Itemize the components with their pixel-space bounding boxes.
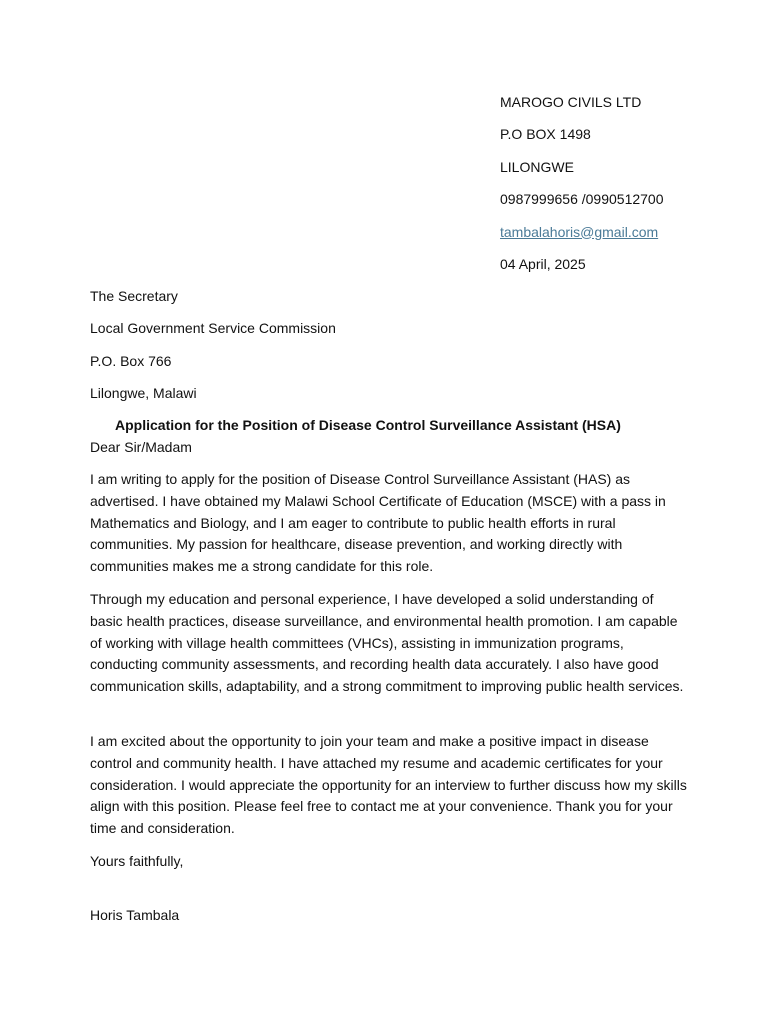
body-paragraph-3: I am excited about the opportunity to join your team and make a positive impact in disease control and community health. I have attached my resume and academic certificates for your consideration. I would appreciate the opportunity for an interview to further discuss how my skills align with this position. Please feel free to contact me at your convenience. Thank you for your time and consideration. — [90, 733, 687, 837]
recipient-po-box: P.O. Box 766 — [90, 352, 172, 369]
sender-company: MAROGO CIVILS LTD — [500, 94, 642, 110]
recipient-title: The Secretary — [90, 288, 178, 304]
sender-phone: 0987999656 /0990512700 — [500, 191, 664, 208]
sender-address-block — [500, 92, 740, 286]
letter-date: 04 April, 2025 — [500, 255, 586, 272]
recipient-address-block — [90, 286, 690, 416]
sender-city: LILONGWE — [500, 158, 574, 175]
recipient-organization: Local Government Service Commission — [90, 320, 336, 337]
letter-signature-name: Horis Tambala — [90, 907, 180, 923]
letter-salutation: Dear Sir/Madam — [90, 439, 192, 455]
sender-email-link[interactable]: tambalahoris@gmail.com — [500, 223, 659, 240]
recipient-location: Lilongwe, Malawi — [90, 385, 197, 402]
letter-subject: Application for the Position of Disease Control Surveillance Assistant (HSA) — [115, 417, 621, 433]
letter-closing: Yours faithfully, — [90, 853, 184, 869]
body-paragraph-2: Through my education and personal experience, I have developed a solid understanding of basic health practices, disease surveillance, and environmental health promotion. I am capable of working with village health committees (VHCs), assisting in immunization programs, conducting community assessments, and recording health data accurately. I also have good communication skills, adaptability, and a strong commitment to improving public health services. — [90, 591, 684, 695]
sender-po-box: P.O BOX 1498 — [500, 126, 591, 143]
body-paragraph-1: I am writing to apply for the position of Disease Control Surveillance Assistant (HAS) as advertised. I have obtained my Malawi School Certificate of Education (MSCE) with a pass in Mathematics and Biology, and I am eager to contribute to public health efforts in rural communities. My passion for healthcare, disease prevention, and working directly with communities makes me a strong candidate for this role. — [90, 471, 666, 575]
